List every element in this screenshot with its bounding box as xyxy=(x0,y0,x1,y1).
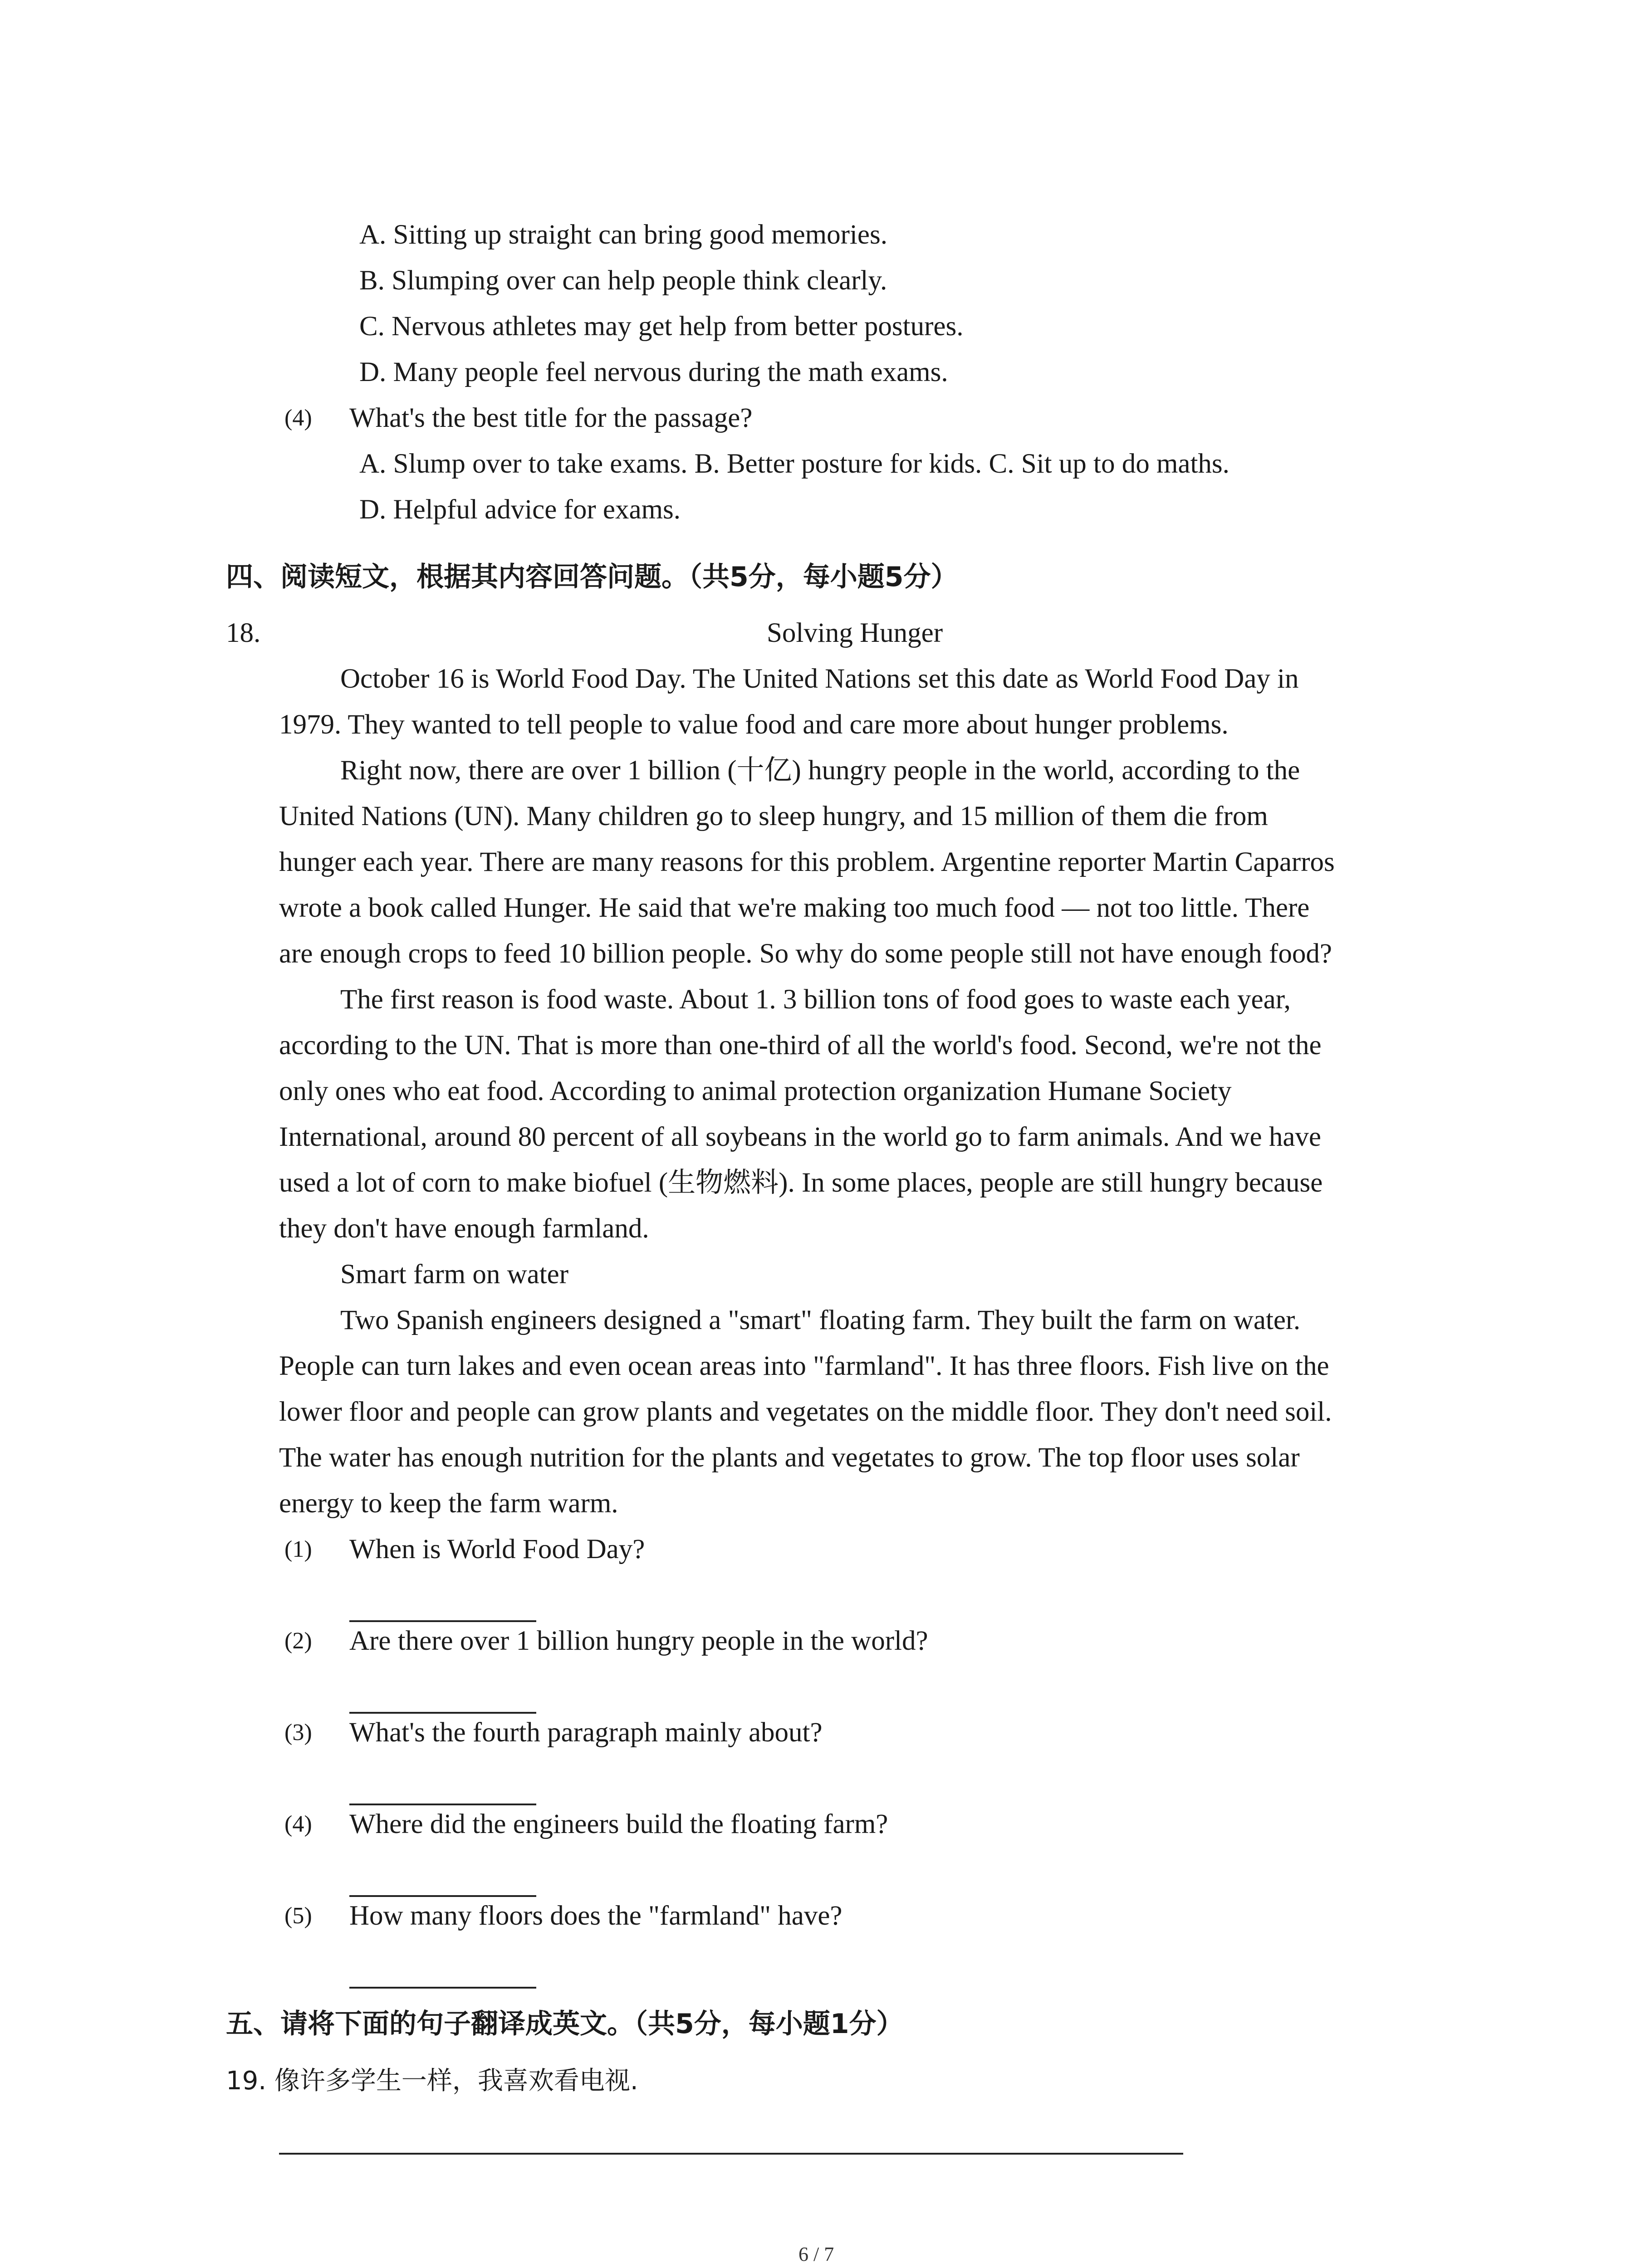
answer-blank[interactable] xyxy=(349,1712,536,1714)
section-heading: 四、阅读短文，根据其内容回答问题。（共5分，每小题5分） xyxy=(226,561,958,593)
question-number: (4) xyxy=(284,1811,312,1837)
answer-blank[interactable] xyxy=(279,2153,1183,2155)
passage-line: People can turn lakes and even ocean areas into "farmland". It has three floors. Fish live on the xyxy=(279,1351,1329,1381)
page-number: 6 / 7 xyxy=(798,2243,834,2265)
option-4d: D. Helpful advice for exams. xyxy=(359,494,681,525)
answer-blank[interactable] xyxy=(349,1804,536,1805)
passage-line: Right now, there are over 1 billion (十亿) hungry people in the world, according to the xyxy=(340,755,1300,786)
passage-line: International, around 80 percent of all soybeans in the world go to farm animals. And we have xyxy=(279,1122,1322,1152)
option-3b: B. Slumping over can help people think clearly. xyxy=(359,265,887,296)
passage-line: United Nations (UN). Many children go to sleep hungry, and 15 million of them die from xyxy=(279,801,1268,831)
question-text: Are there over 1 billion hungry people in the world? xyxy=(349,1626,928,1656)
section-heading: 五、请将下面的句子翻译成英文。（共5分，每小题1分） xyxy=(226,2008,904,2040)
passage-line: Two Spanish engineers designed a "smart" floating farm. They built the farm on water. xyxy=(340,1305,1301,1335)
passage-line: The water has enough nutrition for the plants and vegetates to grow. The top floor uses solar xyxy=(279,1442,1300,1473)
passage-line: they don't have enough farmland. xyxy=(279,1213,649,1244)
passage-subheading: Smart farm on water xyxy=(340,1259,569,1290)
question-number: (2) xyxy=(284,1628,312,1654)
passage-title: Solving Hunger xyxy=(767,618,943,648)
passage-line: according to the UN. That is more than one-third of all the world's food. Second, we're not the xyxy=(279,1030,1322,1061)
passage-line: wrote a book called Hunger. He said that we're making too much food — not too little. There xyxy=(279,893,1310,923)
answer-blank[interactable] xyxy=(349,1987,536,1989)
question-number: (1) xyxy=(284,1536,312,1562)
question-text: What's the best title for the passage? xyxy=(349,403,753,433)
passage-line: October 16 is World Food Day. The United Nations set this date as World Food Day in xyxy=(340,664,1299,694)
passage-line: The first reason is food waste. About 1. 3 billion tons of food goes to waste each year, xyxy=(340,984,1291,1015)
question-text: 19. 像许多学生一样，我喜欢看电视. xyxy=(226,2066,638,2096)
passage-line: used a lot of corn to make biofuel (生物燃料). In some places, people are still hungry because xyxy=(279,1168,1323,1198)
passage-line: 1979. They wanted to tell people to value food and care more about hunger problems. xyxy=(279,709,1229,740)
answer-blank[interactable] xyxy=(349,1620,536,1622)
passage-line: hunger each year. There are many reasons for this problem. Argentine reporter Martin Caparros xyxy=(279,847,1335,877)
question-text: When is World Food Day? xyxy=(349,1534,645,1564)
passage-line: are enough crops to feed 10 billion people. So why do some people still not have enough food? xyxy=(279,938,1332,969)
question-text: Where did the engineers build the floating farm? xyxy=(349,1809,888,1839)
question-text: How many floors does the "farmland" have? xyxy=(349,1901,843,1931)
question-number: (4) xyxy=(284,405,312,431)
passage-line: lower floor and people can grow plants and vegetates on the middle floor. They don't need soil. xyxy=(279,1397,1332,1427)
question-number: 18. xyxy=(226,618,261,648)
passage-line: only ones who eat food. According to animal protection organization Humane Society xyxy=(279,1076,1232,1106)
question-number: (3) xyxy=(284,1720,312,1745)
option-3c: C. Nervous athletes may get help from better postures. xyxy=(359,311,964,342)
answer-blank[interactable] xyxy=(349,1895,536,1897)
passage-line: energy to keep the farm warm. xyxy=(279,1488,618,1519)
question-number: (5) xyxy=(284,1903,312,1929)
option-3a: A. Sitting up straight can bring good memories. xyxy=(359,220,887,250)
question-text: What's the fourth paragraph mainly about? xyxy=(349,1717,823,1748)
option-4abc: A. Slump over to take exams. B. Better posture for kids. C. Sit up to do maths. xyxy=(359,449,1230,479)
option-3d: D. Many people feel nervous during the math exams. xyxy=(359,357,948,387)
